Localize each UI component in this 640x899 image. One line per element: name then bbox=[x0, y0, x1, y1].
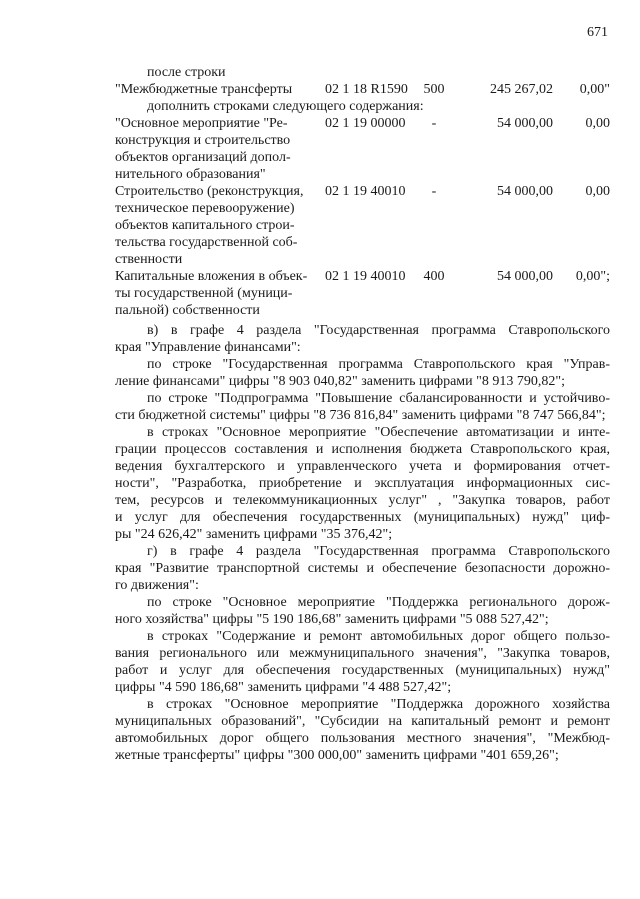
transfer-row bbox=[0, 81, 610, 98]
row-vr: 500 bbox=[423, 82, 445, 97]
after-row-text: после строки bbox=[147, 65, 226, 80]
paragraph bbox=[115, 594, 610, 628]
row-name: Строительство (реконструкция, техническое перевооружение) объектов капитального строи- тельства государственной соб- ственности bbox=[115, 184, 304, 267]
row-name: "Межбюджетные трансферты bbox=[115, 82, 293, 97]
paragraph bbox=[115, 322, 610, 356]
paragraph-line: края "Управление финансами": bbox=[115, 340, 301, 355]
row-sum: 245 267,02 bbox=[490, 82, 553, 97]
row-code: 02 1 19 40010 bbox=[325, 184, 406, 199]
row-prev: 0,00 bbox=[585, 184, 610, 199]
paragraph-line: ности", "Разработка, приобретение и эксплуатация информационных сис- bbox=[115, 476, 610, 491]
add-rows-text: дополнить строками следующего содержания: bbox=[147, 99, 424, 114]
paragraph bbox=[115, 390, 610, 424]
paragraph bbox=[115, 424, 610, 543]
paragraph-line: в строках "Содержание и ремонт автомобильных дорог общего пользо- bbox=[147, 629, 610, 644]
row-vr: - bbox=[431, 116, 437, 131]
paragraph-line: и услуг для обеспечения государственных (муниципальных) нужд" циф- bbox=[115, 510, 610, 525]
row-vr: - bbox=[431, 184, 437, 199]
paragraph-line: в) в графе 4 раздела "Государственная программа Ставропольского bbox=[147, 323, 610, 338]
row-prev: 0,00" bbox=[579, 82, 610, 97]
paragraph-line: вания регионального или межмуниципального значения", "Закупка товаров, bbox=[115, 646, 610, 661]
paragraph-line: тем, ресурсов и телекоммуникационных услуг" , "Закупка товаров, работ bbox=[115, 493, 610, 508]
paragraph bbox=[115, 628, 610, 696]
document-body bbox=[115, 64, 610, 319]
paragraph-line: в строках "Основное мероприятие "Поддержка дорожного хозяйства bbox=[147, 697, 610, 712]
paragraph-line: сти бюджетной системы" цифры "8 736 816,84" заменить цифрами "8 747 566,84"; bbox=[115, 408, 606, 423]
paragraph-line: жетные трансферты" цифры "300 000,00" заменить цифрами "401 659,26"; bbox=[115, 748, 559, 763]
row-code: 02 1 19 00000 bbox=[325, 116, 406, 131]
paragraph-line: муниципальных образований", "Субсидии на капитальный ремонт и ремонт bbox=[115, 714, 610, 729]
paragraph-line: автомобильных дорог общего пользования местного значения", "Межбюд- bbox=[115, 731, 610, 746]
table-row bbox=[115, 115, 610, 183]
paragraph-line: г) в графе 4 раздела "Государственная программа Ставропольского bbox=[147, 544, 610, 559]
row-code: 02 1 19 40010 bbox=[325, 269, 406, 284]
paragraph bbox=[115, 356, 610, 390]
paragraph-line: по строке "Государственная программа Ставропольского края "Управ- bbox=[147, 357, 610, 372]
table-row bbox=[115, 183, 610, 268]
row-sum: 54 000,00 bbox=[497, 116, 553, 131]
paragraph-line: цифры "4 590 186,68" заменить цифрами "4 488 527,42"; bbox=[115, 680, 452, 695]
paragraph-line: ление финансами" цифры "8 903 040,82" заменить цифрами "8 913 790,82"; bbox=[115, 374, 565, 389]
page-number: 671 bbox=[587, 25, 608, 40]
row-name: Капитальные вложения в объек- ты государственной (муници- пальной) собственности bbox=[115, 269, 308, 318]
paragraph-line: ведения бухгалтерского и управленческого учета и формирования отчет- bbox=[115, 459, 610, 474]
table-row bbox=[115, 268, 610, 319]
paragraph-line: по строке "Подпрограмма "Повышение сбалансированности и устойчиво- bbox=[147, 391, 610, 406]
row-sum: 54 000,00 bbox=[497, 269, 553, 284]
paragraph-line: в строках "Основное мероприятие "Обеспечение автоматизации и инте- bbox=[147, 425, 610, 440]
paragraph-line: ного хозяйства" цифры "5 190 186,68" заменить цифрами "5 088 527,42"; bbox=[115, 612, 549, 627]
paragraph-line: ры "24 626,42" заменить цифрами "35 376,42"; bbox=[115, 527, 393, 542]
amendment-paragraphs bbox=[115, 322, 610, 764]
paragraph-line: края "Развитие транспортной системы и обеспечение безопасности дорожно- bbox=[115, 561, 610, 576]
row-prev: 0,00"; bbox=[575, 269, 610, 284]
paragraph-line: грации процессов составления и исполнения бюджета Ставропольского края, bbox=[115, 442, 610, 457]
row-prev: 0,00 bbox=[585, 116, 610, 131]
paragraph-line: работ и услуг для обеспечения государственных (муниципальных) нужд" bbox=[115, 663, 610, 678]
paragraph bbox=[115, 543, 610, 594]
paragraph bbox=[115, 696, 610, 764]
row-code: 02 1 18 R1590 bbox=[325, 82, 408, 97]
row-sum: 54 000,00 bbox=[497, 184, 553, 199]
paragraph-line: по строке "Основное мероприятие "Поддержка регионального дорож- bbox=[147, 595, 610, 610]
row-name: "Основное мероприятие "Ре- конструкция и строительство объектов организаций допол- нительного образования" bbox=[115, 116, 291, 182]
paragraph-line: го движения": bbox=[115, 578, 199, 593]
row-vr: 400 bbox=[423, 269, 445, 284]
